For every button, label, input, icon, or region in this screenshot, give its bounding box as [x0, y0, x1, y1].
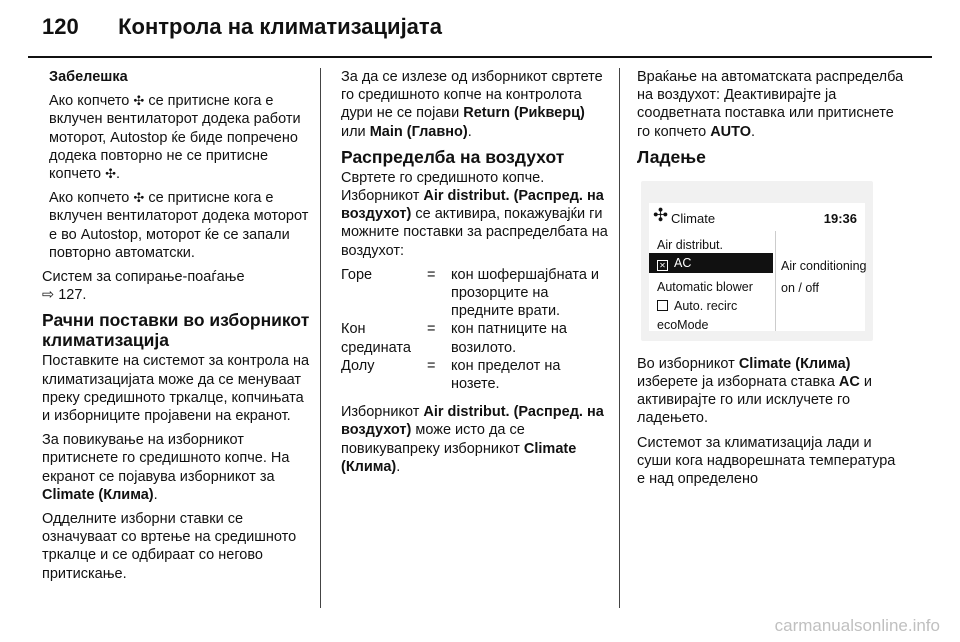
- section-heading: Рачни поставки во изборникот климатизација: [42, 310, 310, 351]
- column-divider-2: [619, 68, 620, 608]
- reference-page[interactable]: 127.: [58, 287, 87, 304]
- page-number: 120: [42, 14, 79, 39]
- checkbox-icon: ✕: [657, 260, 668, 271]
- definition-row: [341, 357, 603, 393]
- definition-row: [341, 266, 603, 321]
- definition-separator: =: [427, 321, 436, 338]
- fan-icon: ✣: [105, 166, 117, 182]
- definition-separator: =: [427, 357, 436, 374]
- menu-name: AC: [838, 374, 860, 391]
- menu-detail-air-conditioning: Air conditioning: [781, 258, 867, 273]
- menu-name: Climate (Клима): [738, 355, 851, 372]
- column-2: [341, 68, 609, 482]
- paragraph-text: За да се излезе од изборникот свртете го средишното копче на контролота дури не се појави: [341, 69, 603, 122]
- menu-item-air-distribut: Air distribut.: [657, 237, 723, 252]
- watermark: carmanualsonline.info: [774, 616, 940, 635]
- definition-table: [341, 266, 603, 393]
- note-paragraph-1: Ако копчето ✣ се притисне кога е вклучен вентилаторот додека работи моторот, Autostop ќе биде попречено додека повторно не се притисне копчето ✣.: [49, 93, 301, 183]
- paragraph: Поставките на системот за контрола на климатизацијата може да се менуваат преку средишното тркалце, копчињата и изборниците пројавени на екранот.: [42, 353, 310, 425]
- paragraph: [637, 355, 905, 428]
- menu-name: Return (Риkверц): [463, 105, 585, 122]
- menu-item-auto-recirc: [657, 297, 737, 315]
- paragraph-text: Изборникот: [341, 404, 420, 421]
- screen-divider: [775, 231, 776, 331]
- screen-clock: 19:36: [823, 210, 857, 226]
- paragraph-text: Во изборникот: [637, 355, 735, 372]
- paragraph: За да се излезе од изборникот свртете го средишното копче на контролота дури не се појави Return (Риkверц) или Main (Главно).: [341, 69, 603, 140]
- column-3: [637, 68, 905, 494]
- paragraph: [341, 169, 609, 260]
- column-1: [42, 68, 310, 589]
- header-rule: [28, 56, 932, 58]
- menu-item-label: AC: [674, 255, 692, 270]
- menu-name: Air distribut. (Распред. на воздухот): [341, 404, 604, 439]
- definition-description: кон патниците на возилото.: [451, 321, 567, 356]
- paragraph-text: може исто да се повикувапреку изборникот: [341, 422, 525, 457]
- fan-icon: ✣: [653, 204, 669, 225]
- paragraph: Изборникот Air distribut. (Распред. на воздухот) може исто да се повикувапреку изборникот Climate (Клима).: [341, 404, 604, 475]
- menu-name: Climate (Клима): [42, 486, 154, 503]
- paragraph-text: Враќање на автоматската распределба на воздухот: Деактивирајте ја соодветната поставка или притиснете го копчето: [637, 69, 904, 140]
- note-text: Ако копчето: [49, 190, 130, 207]
- definition-term: Долу: [341, 357, 375, 374]
- button-name: AUTO: [710, 123, 752, 140]
- menu-item-label: Auto. recirc: [674, 298, 738, 313]
- paragraph-text: За повикување на изборникот притиснете го средишното копче. На екранот се појавува изборникот за: [42, 432, 290, 485]
- definition-description: кон шофершајбната и прозорците на предните врати.: [451, 266, 600, 320]
- paragraph-text: Свртете го средишното копче. Изборникот: [341, 169, 545, 205]
- paragraph: Системот за климатизација лади и суши кога надворешната температура е над определено: [637, 434, 896, 488]
- paragraph-text: или: [341, 123, 366, 140]
- menu-item-ecomode: ecoMode: [657, 317, 709, 332]
- page-title: Контрола на климатизацијата: [118, 14, 442, 39]
- climate-screen-illustration: [641, 181, 873, 341]
- paragraph: Враќање на автоматската распределба на воздухот: Деактивирајте ја соодветната поставка или притиснете го копчето AUTO.: [637, 69, 904, 140]
- page-header: [42, 14, 442, 40]
- reference-text: Систем за сопирање-поаѓање: [42, 269, 245, 286]
- definition-term: Кон средината: [341, 321, 411, 356]
- checkbox-icon: [657, 300, 668, 311]
- definition-term: Горе: [341, 266, 373, 283]
- note-box: [49, 68, 310, 262]
- column-divider-1: [320, 68, 321, 608]
- menu-item-ac-selected: [649, 253, 773, 273]
- definition-separator: =: [427, 266, 436, 283]
- cross-reference: [42, 268, 310, 304]
- menu-name: Climate (Клима): [341, 440, 577, 475]
- screen-title: Climate: [671, 210, 716, 226]
- note-text: се притисне кога е вклучен вентилаторот додека работи моторот, Autostop ќе биде попречено додека повторно не се притисне копчето: [49, 93, 301, 183]
- section-heading: Распределба на воздухот: [341, 146, 565, 167]
- note-text: се притисне кога е вклучен вентилаторот додека моторот е во Autostop, моторот ќе се запали повторно автоматски.: [49, 190, 309, 261]
- definition-row: [341, 320, 603, 356]
- note-text: Ако копчето: [49, 93, 130, 110]
- section-heading: Ладење: [637, 146, 706, 167]
- menu-detail-on-off: on / off: [781, 280, 819, 295]
- menu-name: Main (Главно): [369, 123, 468, 140]
- paragraph: Одделните изборни ставки се означуваат со вртење на средишното тркалце и се одбираат со негово притискање.: [42, 511, 297, 582]
- paragraph: За повикување на изборникот притиснете го средишното копче. На екранот се појавува изборникот за Climate (Клима).: [42, 432, 290, 503]
- paragraph-text: и активирајте го или исклучете го ладењето.: [637, 374, 873, 427]
- paragraph-text: изберете ја изборната ставка: [637, 374, 835, 391]
- fan-icon: ✣: [133, 93, 145, 109]
- menu-item-automatic-blower: Automatic blower: [657, 279, 753, 294]
- arrow-ref-icon: ⇨: [42, 287, 55, 304]
- menu-name: Air distribut. (Распред. на воздухот): [341, 188, 604, 223]
- definition-description: кон пределот на нозете.: [451, 357, 561, 393]
- note-title: Забелешка: [49, 69, 128, 85]
- note-paragraph-2: [49, 189, 310, 262]
- paragraph-text: се активира, покажувајќи ги можните поставки за распределбата на воздухот:: [341, 206, 608, 259]
- fan-icon: ✣: [133, 190, 145, 206]
